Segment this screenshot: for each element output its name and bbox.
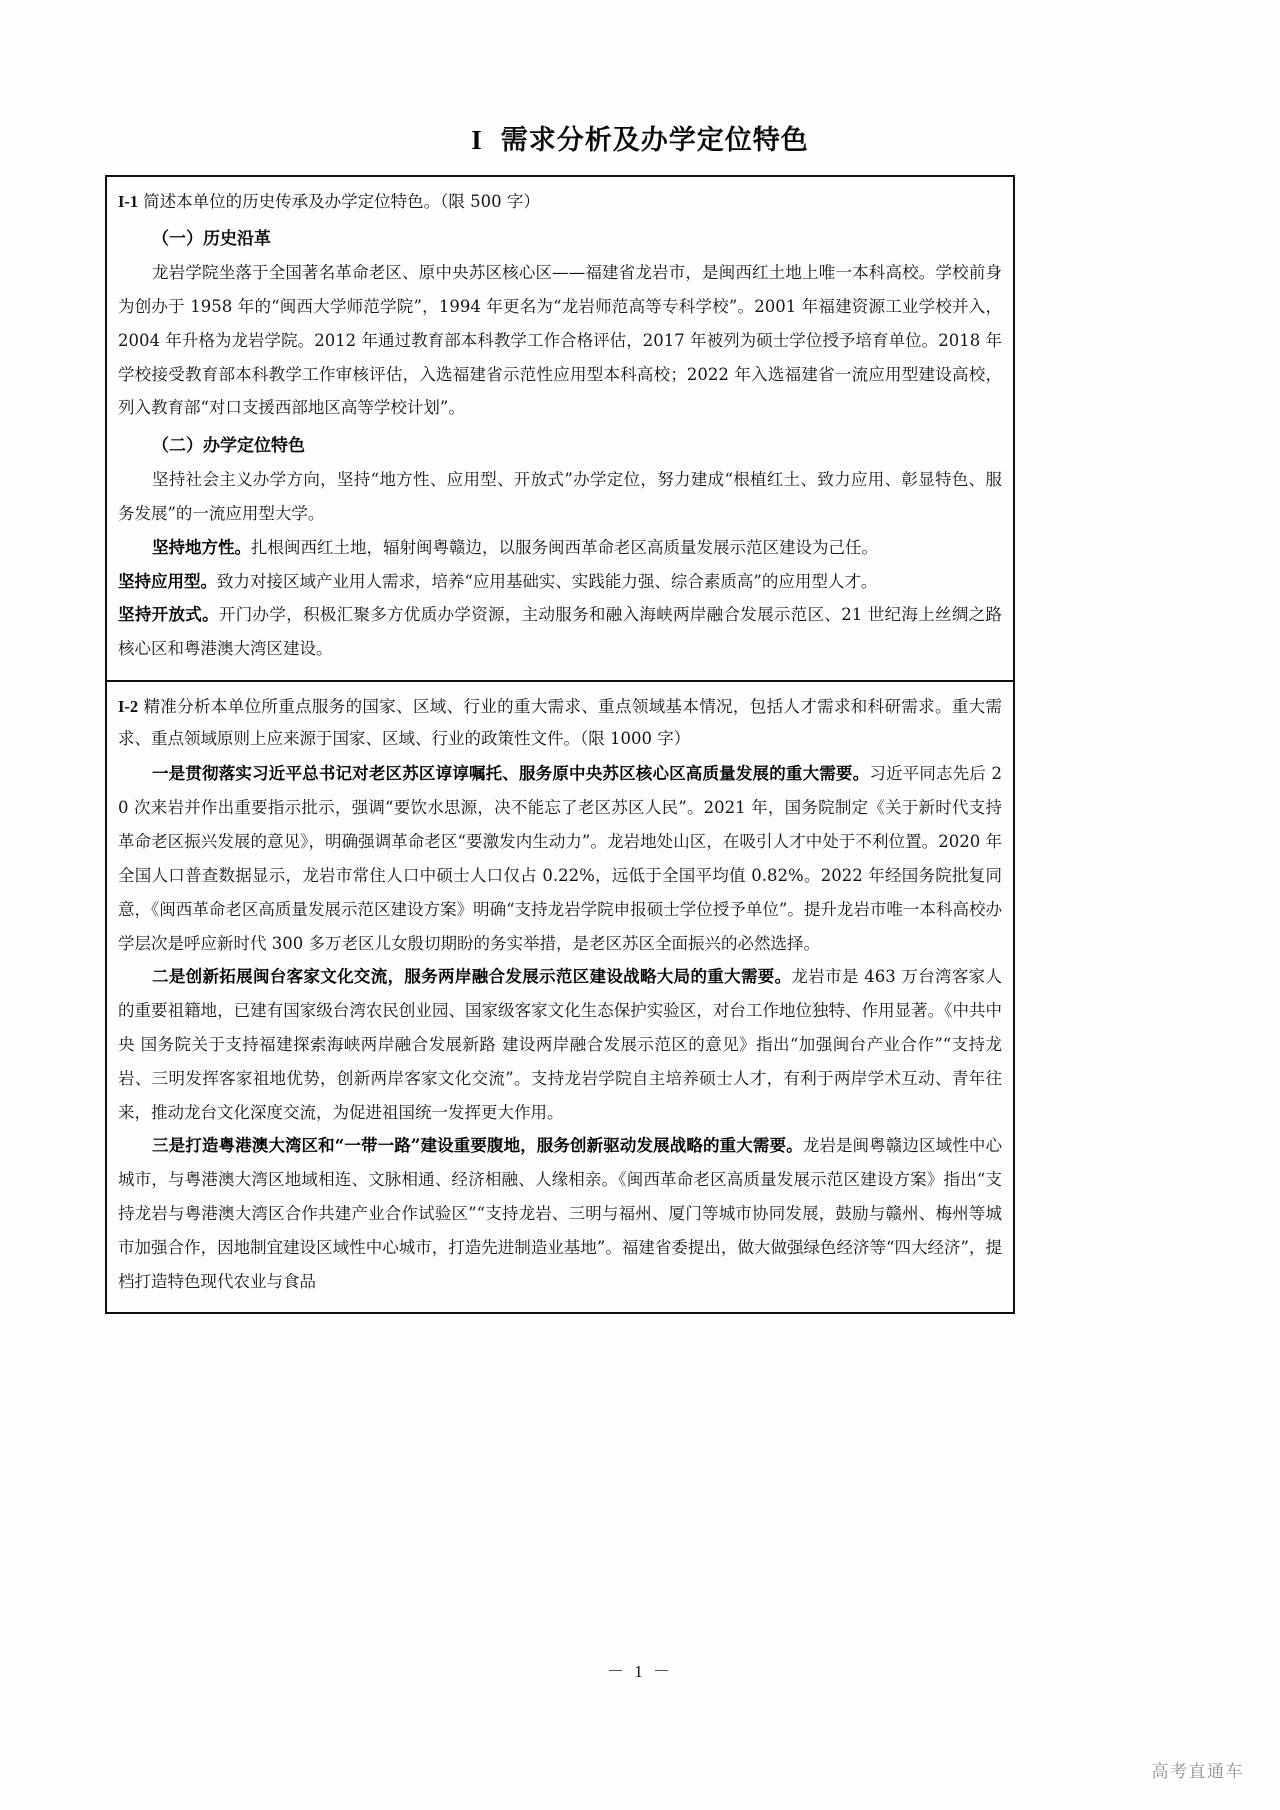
paragraph-positioning: 坚持社会主义办学方向，坚持“地方性、应用型、开放式”办学定位，努力建成“根植红土、致力应用、彰显特色、服务发展”的一流应用型大学。 [118,470,1002,524]
lead-local: 坚持地方性。 [152,537,251,557]
page-title-numeral: I [471,125,483,155]
lead-need-one: 一是贯彻落实习近平总书记对老区苏区谆谆嘱托、服务原中央苏区核心区高质量发展的重大需要。 [152,764,870,784]
section-i-1-prompt-text: 简述本单位的历史传承及办学定位特色。（限 500 字） [143,192,540,211]
paragraph-need-three [118,1129,1002,1298]
section-i-2-prompt-text: 精准分析本单位所重点服务的国家、区域、行业的重大需求、重点领域基本情况，包括人才需求和科研需求。重大需求、重点领域原则上应来源于国家、区域、行业的政策性文件。（限 1000 字） [118,697,1002,749]
page-footer: － 1 － [607,1662,673,1681]
lead-applied: 坚持应用型。 [118,571,217,591]
section-i-1-tag: I-1 [118,192,139,211]
lead-need-three: 三是打造粤港澳大湾区和“一带一路”建设重要腹地，服务创新驱动发展战略的重大需要。 [152,1136,803,1156]
page-title-text: 需求分析及办学定位特色 [500,125,809,156]
paragraph-need-two [118,960,1002,1129]
form-frame [105,175,1015,1314]
subhead-history: （一）历史沿革 [152,229,271,250]
section-i-2-prompt [118,691,1002,755]
lead-applied-body: 致力对接区域产业用人需求，培养“应用基础实、实践能力强、综合素质高”的应用型人才。 [217,571,878,591]
lead-local-body: 扎根闽西红土地，辐射闽粤赣边，以服务闽西革命老区高质量发展示范区建设为己任。 [251,537,878,557]
subhead-positioning: （二）办学定位特色 [152,436,305,457]
lead-need-two-body: 龙岩市是 463 万台湾客家人的重要祖籍地，已建有国家级台湾农民创业园、国家级客家文化生态保护实验区，对台工作地位独特、作用显著。《中共中央 国务院关于支持福建探索海峡两岸融合发展新路 建设两岸融合发展示范区的意见》指出“加强闽台产业合作”“支持龙岩、三明发挥客家祖地优势，创新两岸客家文化交流”。支持龙岩学院自主培养硕士人才，有利于两岸学术互动、青年往来，推动龙台文化深度交流，为促进祖国统一发挥更大作用。 [118,967,1003,1122]
lead-open: 坚持开放式。 [118,605,219,625]
paragraph-need-one [118,757,1002,960]
paragraph-open [118,598,1002,666]
lead-need-three-body: 龙岩是闽粤赣边区域性中心城市，与粤港澳大湾区地域相连、文脉相通、经济相融、人缘相亲。《闽西革命老区高质量发展示范区建设方案》指出“支持龙岩与粤港澳大湾区合作共建产业合作试验区”“支持龙岩、三明与福州、厦门等城市协同发展，鼓励与赣州、梅州等城市加强合作，因地制宜建设区域性中心城市，打造先进制造业基地”。福建省委提出，做大做强绿色经济等“四大经济”，提档打造特色现代农业与食品 [118,1136,1003,1291]
paragraph-applied [118,565,1002,599]
section-i-2 [107,680,1013,1312]
paragraph-history: 龙岩学院坐落于全国著名革命老区、原中央苏区核心区——福建省龙岩市，是闽西红土地上唯一本科高校。学校前身为创办于 1958 年的“闽西大学师范学院”，1994 年更名为“龙岩师范高等专科学校”。2001 年福建资源工业学校并入，2004 年升格为龙岩学院。2012 年通过教育部本科教学工作合格评估，2017 年被列为硕士学位授予培育单位。2018 年学校接受教育部本科教学工作审核评估，入选福建省示范性应用型本科高校；2022 年入选福建省一流应用型建设高校，列入教育部“对口支援西部地区高等学校计划”。 [118,263,1002,418]
lead-open-body: 开门办学，积极汇聚多方优质办学资源，主动服务和融入海峡两岸融合发展示范区、21 世纪海上丝绸之路核心区和粤港澳大湾区建设。 [118,605,1003,659]
section-i-1-prompt [118,186,1002,218]
watermark: 高考直通车 [1151,1762,1244,1782]
lead-need-one-body: 习近平同志先后 20 次来岩并作出重要指示批示，强调“要饮水思源，决不能忘了老区苏区人民”。2021 年，国务院制定《关于新时代支持革命老区振兴发展的意见》，明确强调革命老区“要激发内生动力”。龙岩地处山区，在吸引人才中处于不利位置。2020 年全国人口普查数据显示，龙岩市常住人口中硕士人口仅占 0.22%，远低于全国平均值 0.82%。2022 年经国务院批复同意，《闽西革命老区高质量发展示范区建设方案》明确“支持龙岩学院申报硕士学位授予单位”。提升龙岩市唯一本科高校办学层次是呼应新时代 300 多万老区儿女殷切期盼的务实举措，是老区苏区全面振兴的必然选择。 [118,764,1003,953]
page-title [0,0,1280,157]
paragraph-local [118,531,1002,565]
section-i-2-tag: I-2 [118,697,139,717]
lead-need-two: 二是创新拓展闽台客家文化交流，服务两岸融合发展示范区建设战略大局的重大需要。 [152,967,792,987]
section-i-1 [107,177,1013,680]
